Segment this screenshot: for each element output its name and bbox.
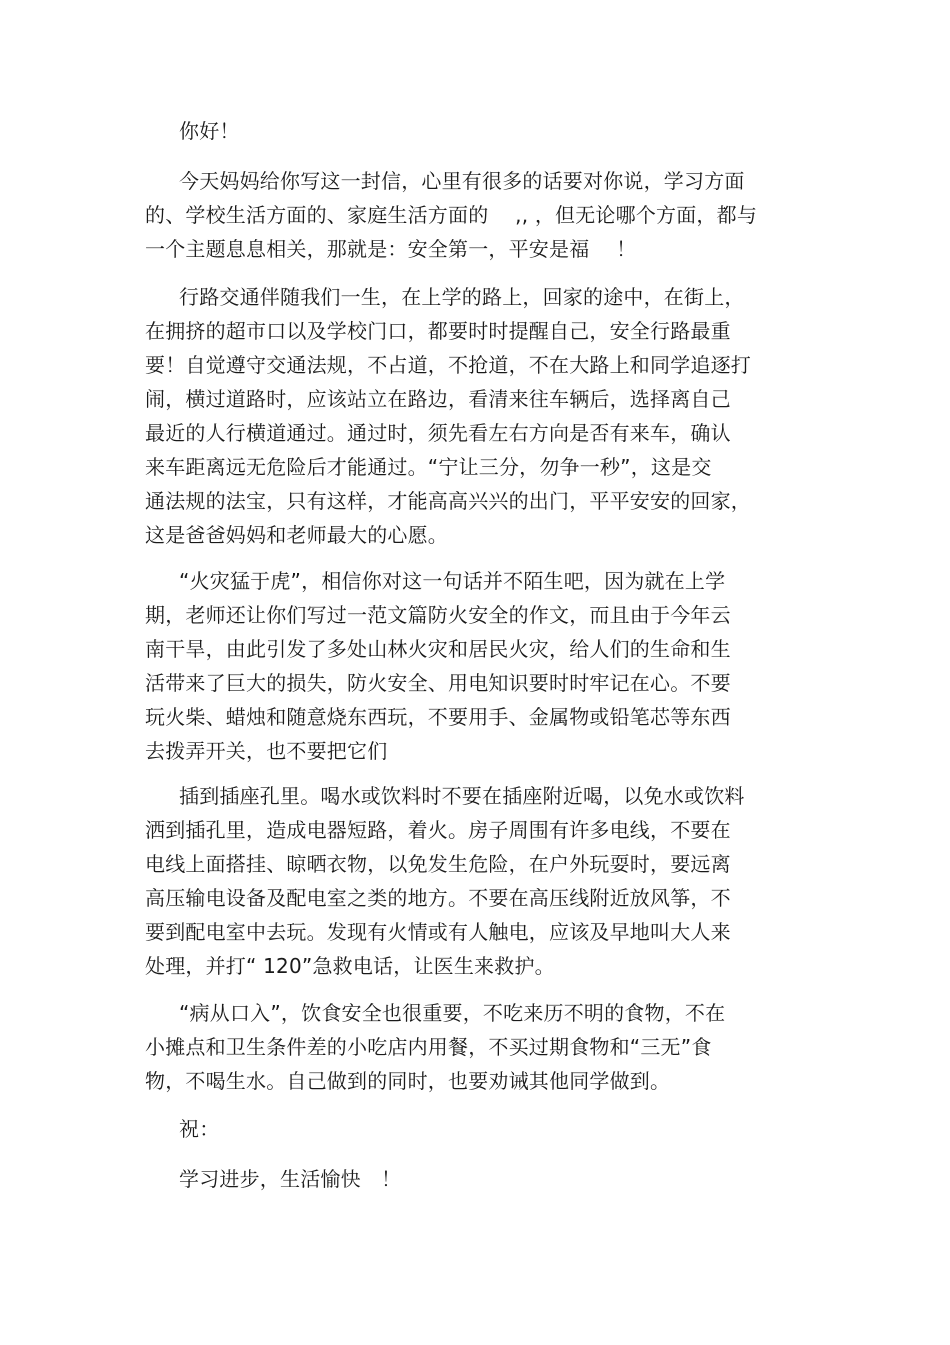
text-line: 物，不喝生水。自己做到的同时，也要劝诫其他同学做到。 xyxy=(145,1069,671,1093)
text-line: 小摊点和卫生条件差的小吃店内用餐，不买过期食物和“三无”食 xyxy=(145,1035,712,1059)
text-line: “火灾猛于虎”，相信你对这一句话并不陌生吧，因为就在上学 xyxy=(179,569,726,593)
text-line: 要到配电室中去玩。发现有火情或有人触电，应该及早地叫大人来 xyxy=(145,920,731,944)
closing xyxy=(145,1112,785,1146)
text-line: 最近的人行横道通过。通过时，须先看左右方向是否有来车，确认 xyxy=(145,421,731,445)
paragraph-fire-safety xyxy=(145,564,785,768)
text-line: 要！自觉遵守交通法规，不占道，不抢道，不在大路上和同学追逐打 xyxy=(145,353,751,377)
text-line: 通法规的法宝，只有这样，才能高高兴兴的出门，平平安安的回家， xyxy=(145,489,751,513)
text-line: 洒到插孔里，造成电器短路，着火。房子周围有许多电线，不要在 xyxy=(145,818,731,842)
wish xyxy=(145,1162,785,1196)
text-line: 电线上面搭挂、晾晒衣物，以免发生危险，在户外玩耍时，要远离 xyxy=(145,852,731,876)
paragraph-intro xyxy=(145,164,785,266)
text-line: 这是爸爸妈妈和老师最大的心愿。 xyxy=(145,523,448,547)
text-line: 闹，横过道路时，应该站立在路边，看清来往车辆后，选择离自己 xyxy=(145,387,731,411)
wish-line: 学习进步，生活愉快 ！ xyxy=(179,1167,402,1191)
paragraph-food-safety xyxy=(145,996,785,1098)
text-line: 活带来了巨大的损失，防火安全、用电知识要时时牢记在心。不要 xyxy=(145,671,731,695)
text-line: 来车距离远无危险后才能通过。“宁让三分，勿争一秒”，这是交 xyxy=(145,455,712,479)
closing-line: 祝： xyxy=(179,1117,220,1141)
text-line: 在拥挤的超市口以及学校门口，都要时时提醒自己，安全行路最重 xyxy=(145,319,731,343)
text-line: 的、学校生活方面的、家庭生活方面的 ,, ，但无论哪个方面，都与 xyxy=(145,203,758,227)
paragraph-traffic-safety xyxy=(145,280,785,552)
text-line: 行路交通伴随我们一生，在上学的路上，回家的途中，在街上， xyxy=(179,285,745,309)
text-line: “病从口入”，饮食安全也很重要，不吃来历不明的食物，不在 xyxy=(179,1001,726,1025)
text-line: 处理，并打“ 120”急救电话，让医生来救护。 xyxy=(145,954,555,978)
greeting xyxy=(145,114,785,148)
text-line: 插到插座孔里。喝水或饮料时不要在插座附近喝，以免水或饮料 xyxy=(179,784,745,808)
greeting-line: 你好！ xyxy=(179,119,240,143)
text-line: 玩火柴、蜡烛和随意烧东西玩，不要用手、金属物或铅笔芯等东西 xyxy=(145,705,731,729)
text-line: 高压输电设备及配电室之类的地方。不要在高压线附近放风筝，不 xyxy=(145,886,731,910)
text-line: 去拨弄开关，也不要把它们 xyxy=(145,739,388,763)
text-line: 南干旱，由此引发了多处山林火灾和居民火灾，给人们的生命和生 xyxy=(145,637,731,661)
text-line: 一个主题息息相关，那就是：安全第一，平安是福 ！ xyxy=(145,237,637,261)
paragraph-electricity-safety xyxy=(145,779,785,983)
text-line: 期，老师还让你们写过一范文篇防火安全的作文，而且由于今年云 xyxy=(145,603,731,627)
text-line: 今天妈妈给你写这一封信，心里有很多的话要对你说，学习方面 xyxy=(179,169,745,193)
